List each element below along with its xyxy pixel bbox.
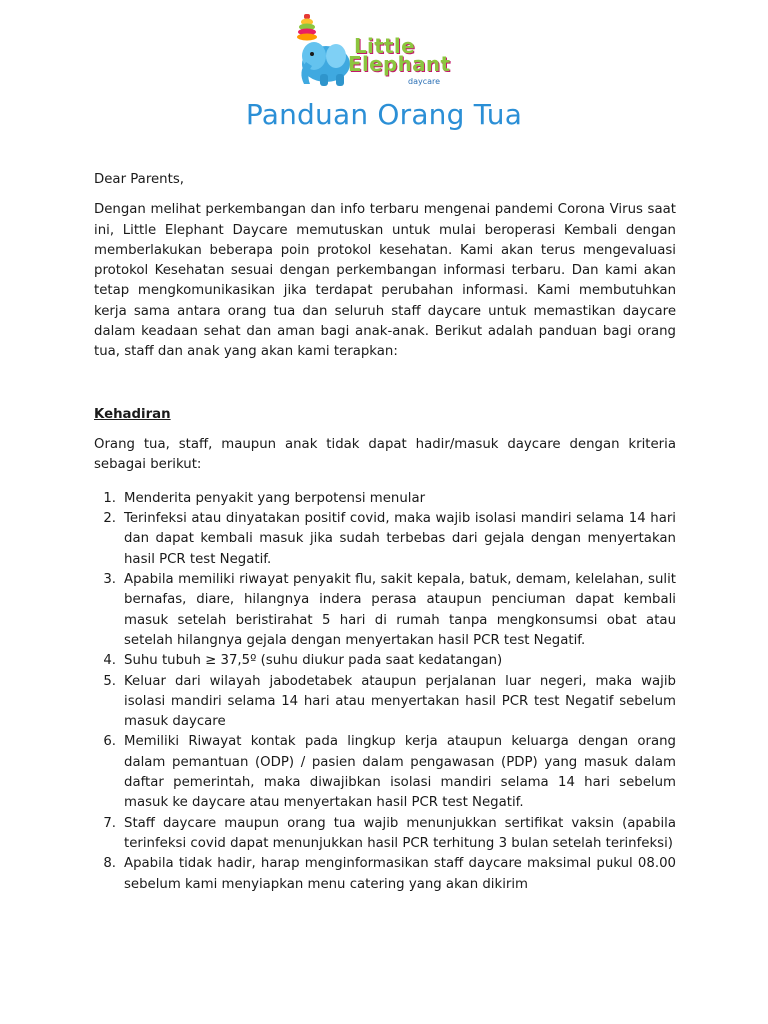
logo-line-elephant: Elephant: [348, 52, 451, 76]
list-item-text: Keluar dari wilayah jabodetabek ataupun perjalanan luar negeri, maka wajib isolasi mandiri selama 14 hari atau menyertakan hasil PCR test Negatif sebelum masuk daycare: [124, 673, 676, 730]
page-title: Panduan Orang Tua: [245, 98, 523, 131]
list-item-number: 2.: [103, 511, 116, 527]
list-item: [94, 509, 676, 570]
logo-line-little: Little: [354, 34, 415, 58]
list-item-number: 6.: [103, 734, 116, 750]
list-item-text: Menderita penyakit yang berpotensi menular: [124, 490, 426, 506]
logo-subtitle: daycare: [408, 77, 441, 86]
list-item-text: Suhu tubuh ≥ 37,5º (suhu diukur pada saat kedatangan): [124, 653, 503, 669]
list-item-number: 3.: [103, 572, 116, 588]
list-item-text: Apabila tidak hadir, harap menginformasikan staff daycare maksimal pukul 08.00 sebelum kami menyiapkan menu catering yang akan dikirim: [124, 856, 676, 892]
little-elephant-logo: [296, 14, 478, 90]
list-item-number: 4.: [103, 653, 116, 669]
list-item: [94, 814, 676, 855]
list-item: [94, 489, 676, 509]
list-item: [94, 570, 676, 651]
logo-wordmark: [348, 36, 450, 74]
list-item: [94, 854, 676, 895]
section-intro: Orang tua, staff, maupun anak tidak dapat hadir/masuk daycare dengan kriteria sebagai berikut:: [94, 436, 676, 473]
list-item-number: 7.: [103, 815, 116, 831]
criteria-list: [94, 489, 676, 895]
document-body: [94, 170, 676, 895]
section-heading-kehadiran: Kehadiran: [94, 406, 171, 422]
list-item-text: Apabila memiliki riwayat penyakit flu, sakit kepala, batuk, demam, kelelahan, sulit bernafas, diare, hilangnya indera perasa ataupun penciuman dapat kembali masuk setelah beristirahat 5 hari di rumah tanpa mengkonsumsi obat atau setelah hilangnya gejala dengan menyertakan hasil PCR test Negatif.: [124, 572, 676, 648]
list-item-number: 8.: [103, 856, 116, 872]
list-item: [94, 651, 676, 671]
salutation: Dear Parents,: [94, 172, 184, 187]
list-item-text: Terinfeksi atau dinyatakan positif covid, maka wajib isolasi mandiri selama 14 hari dan dapat kembali masuk jika sudah terbebas dari gejala dengan menyertakan hasil PCR test Negatif.: [124, 511, 676, 567]
list-item: [94, 672, 676, 733]
list-item-text: Memiliki Riwayat kontak pada lingkup kerja ataupun keluarga dengan orang dalam pemantuan (ODP) / pasien dalam pengawasan (PDP) yang masuk dalam daftar pemerintah, maka diwajibkan isolasi mandiri selama 14 hari sebelum masuk ke daycare atau menyertakan hasil PCR test Negatif.: [124, 734, 676, 811]
list-item-text: Staff daycare maupun orang tua wajib menunjukkan sertifikat vaksin (apabila terinfeksi covid dapat menunjukkan hasil PCR terhitung 3 bulan setelah terinfeksi): [124, 815, 676, 851]
list-item: [94, 732, 676, 813]
intro-paragraph: Dengan melihat perkembangan dan info terbaru mengenai pandemi Corona Virus saat ini, Little Elephant Daycare memutuskan untuk mulai beroperasi Kembali dengan memberlakukan beberapa poin protokol kesehatan. Kami akan terus mengevaluasi protokol Kesehatan sesuai dengan perkembangan informasi terbaru. Dan kami akan tetap mengkomunikasikan jika terdapat perubahan informasi. Kami membutuhkan kerja sama antara orang tua dan seluruh staff daycare untuk memastikan daycare dalam keadaan sehat dan aman bagi anak-anak. Berikut adalah panduan bagi orang tua, staff dan anak yang akan kami terapkan:: [94, 202, 676, 360]
list-item-number: 5.: [103, 673, 116, 689]
list-item-number: 1.: [103, 490, 116, 506]
